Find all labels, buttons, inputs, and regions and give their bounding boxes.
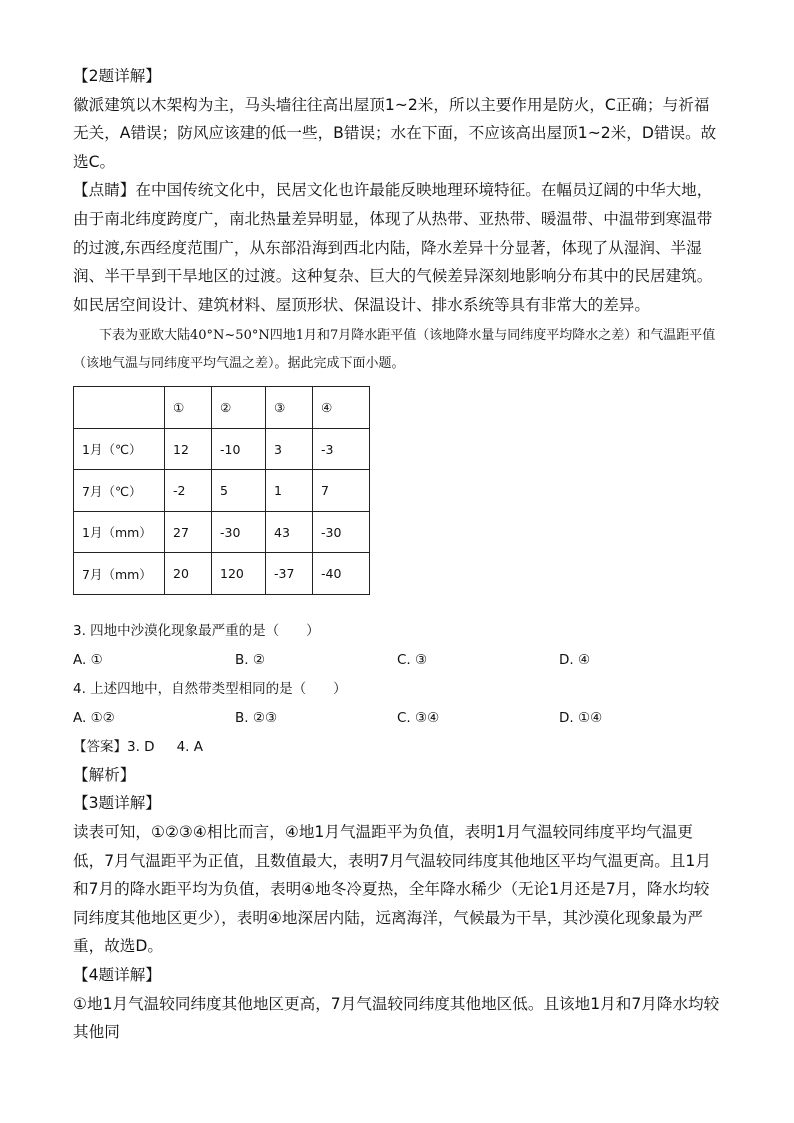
table-cell: -10 bbox=[212, 428, 266, 470]
question-3-options bbox=[73, 645, 723, 675]
section4-body: ①地1月气温较同纬度其他地区更高，7月气温较同纬度其他地区低。且该地1月和7月降水均较其他同 bbox=[73, 994, 720, 1042]
section3-body: 读表可知，①②③④相比而言，④地1月气温距平为负值，表明1月气温较同纬度平均气温更低，7月气温距平为正值，且数值最大，表明7月气温较同纬度其他地区平均气温更高。且1月和7月的降水距平均为负值，表明④地冬冷夏热，全年降水稀少（无论1月还是7月，降水均较同纬度其他地区更少），表明④地深居内陆，远离海洋，气候最为干旱，其沙漠化现象最为严重，故选D。 bbox=[73, 823, 711, 956]
table-cell: 27 bbox=[165, 511, 212, 553]
document-page bbox=[73, 62, 723, 1047]
q4-option-c: C. ③④ bbox=[397, 709, 440, 726]
table-cell: 1月（℃） bbox=[74, 428, 165, 470]
q4-option-b: B. ②③ bbox=[235, 709, 278, 726]
table-header-cell: ① bbox=[165, 387, 212, 429]
data-table bbox=[73, 386, 370, 595]
table-cell: -30 bbox=[313, 511, 370, 553]
table-cell: -30 bbox=[212, 511, 266, 553]
table-row bbox=[74, 511, 370, 553]
table-cell: -40 bbox=[313, 553, 370, 595]
answer-3: 3. D bbox=[127, 738, 155, 755]
answer-4: 4. A bbox=[176, 738, 203, 755]
q4-option-d: D. ①④ bbox=[559, 709, 603, 726]
table-header-row bbox=[74, 387, 370, 429]
table-cell: 1月（mm） bbox=[74, 511, 165, 553]
table-cell: 7 bbox=[313, 470, 370, 512]
table-cell: -3 bbox=[313, 428, 370, 470]
table-header-cell: ④ bbox=[313, 387, 370, 429]
table-cell: 120 bbox=[212, 553, 266, 595]
q3-option-a: A. ① bbox=[73, 651, 103, 668]
table-cell: 12 bbox=[165, 428, 212, 470]
section4-header: 【4题详解】 bbox=[73, 966, 161, 984]
q3-option-c: C. ③ bbox=[397, 651, 428, 668]
table-cell: -37 bbox=[266, 553, 313, 595]
table-cell: 3 bbox=[266, 428, 313, 470]
q3-option-d: D. ④ bbox=[559, 651, 591, 668]
section2-header: 【2题详解】 bbox=[73, 67, 161, 85]
table-cell: 20 bbox=[165, 553, 212, 595]
dianjing-paragraph bbox=[73, 176, 723, 319]
q3-option-b: B. ② bbox=[235, 651, 265, 668]
table-cell: 7月（℃） bbox=[74, 470, 165, 512]
section3-header: 【3题详解】 bbox=[73, 794, 161, 813]
table-row bbox=[74, 428, 370, 470]
dianjing-label: 【点睛】 bbox=[73, 181, 136, 200]
table-header-cell bbox=[74, 387, 165, 429]
section2-body: 徽派建筑以木架构为主，马头墙往往高出屋顶1~2米，所以主要作用是防火，C正确；与祈福无关，A错误；防风应该建的低一些，B错误；水在下面，不应该高出屋顶1~2米，D错误。故选C。 bbox=[73, 95, 717, 171]
jiexi-label: 【解析】 bbox=[73, 765, 136, 784]
dianjing-body: 在中国传统文化中，民居文化也许最能反映地理环境特征。在幅员辽阔的中华大地，由于南北纬度跨度广，南北热量差异明显，体现了从热带、亚热带、暖温带、中温带到寒温带的过渡,东西经度范围广，从东部沿海到西北内陆，降水差异十分显著，体现了从湿润、半湿润、半干旱到干旱地区的过渡。这种复杂、巨大的气候差异深刻地影响分布其中的民居建筑。如民居空间设计、建筑材料、屋顶形状、保温设计、排水系统等具有非常大的差异。 bbox=[73, 181, 713, 314]
question-3-stem: 3. 四地中沙漠化现象最严重的是（ ） bbox=[73, 622, 320, 639]
table-cell: -2 bbox=[165, 470, 212, 512]
table-cell: 43 bbox=[266, 511, 313, 553]
table-cell: 1 bbox=[266, 470, 313, 512]
answer-label: 【答案】 bbox=[73, 738, 127, 755]
table-row bbox=[74, 470, 370, 512]
table-header-cell: ② bbox=[212, 387, 266, 429]
question-4-stem: 4. 上述四地中，自然带类型相同的是（ ） bbox=[73, 680, 347, 697]
table-row bbox=[74, 553, 370, 595]
table-header-cell: ③ bbox=[266, 387, 313, 429]
answer-line bbox=[73, 733, 723, 761]
q4-option-a: A. ①② bbox=[73, 709, 115, 726]
question-4-options bbox=[73, 703, 723, 733]
table-cell: 7月（mm） bbox=[74, 553, 165, 595]
table-intro: 下表为亚欧大陆40°N~50°N四地1月和7月降水距平值（该地降水量与同纬度平均降水之差）和气温距平值（该地气温与同纬度平均气温之差）。据此完成下面小题。 bbox=[73, 328, 716, 372]
table-cell: 5 bbox=[212, 470, 266, 512]
